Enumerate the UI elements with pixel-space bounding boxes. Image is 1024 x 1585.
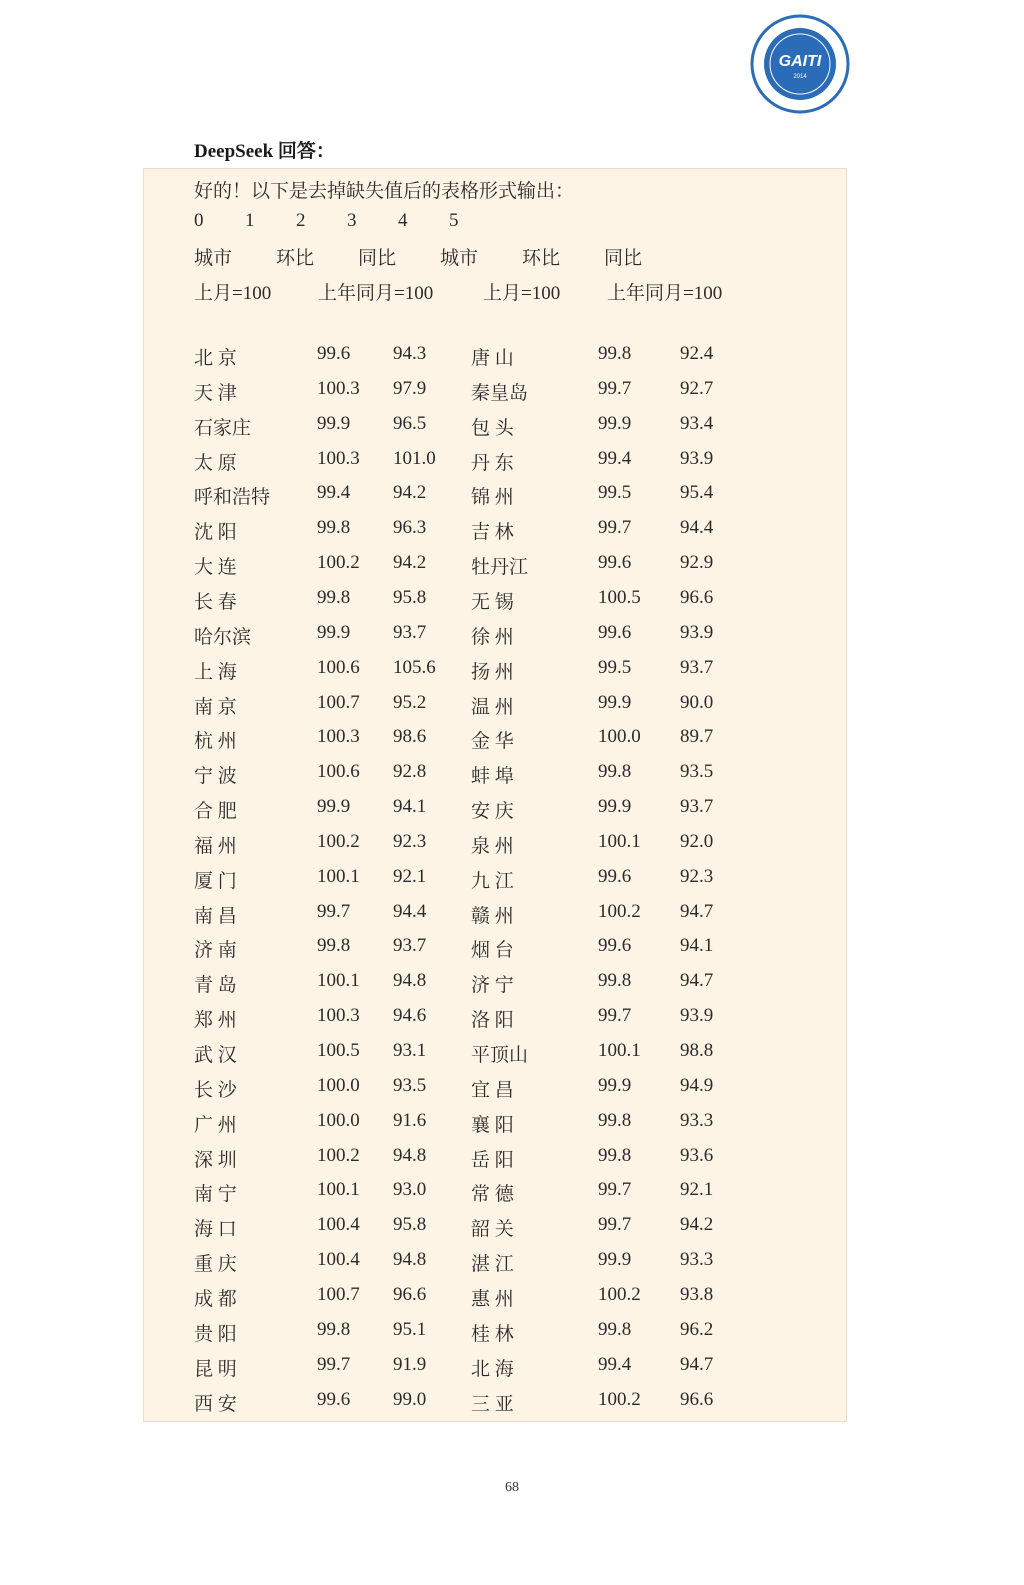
yoy-value: 93.7	[393, 935, 427, 956]
mom-value: 100.3	[317, 448, 360, 469]
mom-value: 100.7	[317, 692, 360, 713]
yoy-value: 93.5	[393, 1075, 427, 1096]
column-subheader: 上月=100	[483, 283, 561, 304]
mom-value: 99.4	[317, 482, 351, 503]
mom-value: 100.1	[317, 970, 360, 991]
mom-value: 99.9	[598, 413, 632, 434]
mom-value: 99.6	[598, 622, 632, 643]
mom-value: 99.8	[317, 935, 351, 956]
yoy-value: 105.6	[393, 657, 436, 678]
city-name: 唐 山	[471, 348, 514, 369]
city-name: 赣 州	[471, 906, 514, 927]
city-name: 长 沙	[194, 1080, 237, 1101]
mom-value: 99.9	[598, 692, 632, 713]
yoy-value: 96.3	[393, 517, 427, 538]
mom-value: 100.2	[598, 1389, 641, 1410]
city-name: 烟 台	[471, 940, 514, 961]
mom-value: 100.0	[317, 1110, 360, 1131]
city-name: 南 昌	[194, 906, 237, 927]
yoy-value: 96.2	[680, 1319, 714, 1340]
city-name: 西 安	[194, 1394, 237, 1415]
mom-value: 100.2	[317, 831, 360, 852]
page-number: 68	[505, 1480, 519, 1495]
mom-value: 100.2	[317, 1145, 360, 1166]
yoy-value: 93.5	[680, 761, 714, 782]
mom-value: 100.6	[317, 761, 360, 782]
yoy-value: 92.7	[680, 378, 714, 399]
city-name: 贵 阳	[194, 1324, 237, 1345]
city-name: 天 津	[194, 383, 237, 404]
yoy-value: 95.4	[680, 482, 714, 503]
logo-text: GAITI	[778, 53, 822, 70]
mom-value: 100.1	[317, 1179, 360, 1200]
city-name: 秦皇岛	[471, 383, 529, 404]
yoy-value: 98.8	[680, 1040, 714, 1061]
city-name: 大 连	[194, 557, 237, 578]
city-name: 太 原	[194, 453, 237, 474]
yoy-value: 92.3	[680, 866, 714, 887]
city-name: 安 庆	[471, 801, 514, 822]
yoy-value: 93.9	[680, 448, 714, 469]
yoy-value: 93.7	[680, 657, 714, 678]
yoy-value: 93.7	[680, 796, 714, 817]
column-header: 同比	[358, 248, 397, 269]
city-name: 包 头	[471, 418, 514, 439]
yoy-value: 96.6	[393, 1284, 427, 1305]
yoy-value: 91.6	[393, 1110, 427, 1131]
yoy-value: 97.9	[393, 378, 427, 399]
city-name: 合 肥	[194, 801, 237, 822]
yoy-value: 94.7	[680, 970, 714, 991]
city-name: 南 京	[194, 697, 237, 718]
yoy-value: 91.9	[393, 1354, 427, 1375]
column-index: 0	[194, 210, 204, 231]
yoy-value: 93.4	[680, 413, 714, 434]
yoy-value: 94.2	[680, 1214, 714, 1235]
city-name: 锦 州	[471, 487, 514, 508]
mom-value: 99.9	[598, 1075, 632, 1096]
column-header: 城市	[194, 248, 233, 269]
mom-value: 99.8	[598, 761, 632, 782]
mom-value: 99.9	[317, 796, 351, 817]
yoy-value: 93.3	[680, 1110, 714, 1131]
yoy-value: 94.9	[680, 1075, 714, 1096]
city-name: 呼和浩特	[194, 487, 271, 508]
yoy-value: 94.4	[680, 517, 714, 538]
city-name: 石家庄	[194, 418, 252, 439]
mom-value: 99.6	[317, 1389, 351, 1410]
yoy-value: 94.1	[393, 796, 427, 817]
yoy-value: 98.6	[393, 726, 427, 747]
city-name: 武 汉	[194, 1045, 237, 1066]
yoy-value: 94.8	[393, 1249, 427, 1270]
city-name: 郑 州	[194, 1010, 237, 1031]
yoy-value: 94.7	[680, 1354, 714, 1375]
city-name: 襄 阳	[471, 1115, 514, 1136]
mom-value: 100.5	[598, 587, 641, 608]
mom-value: 99.8	[598, 970, 632, 991]
city-name: 沈 阳	[194, 522, 237, 543]
mom-value: 100.3	[317, 378, 360, 399]
yoy-value: 93.0	[393, 1179, 427, 1200]
city-name: 湛 江	[471, 1254, 514, 1275]
yoy-value: 93.3	[680, 1249, 714, 1270]
yoy-value: 95.8	[393, 587, 427, 608]
city-name: 常 德	[471, 1184, 514, 1205]
mom-value: 99.8	[317, 587, 351, 608]
city-name: 牡丹江	[471, 557, 529, 578]
mom-value: 100.3	[317, 726, 360, 747]
mom-value: 99.5	[598, 657, 632, 678]
mom-value: 100.2	[317, 552, 360, 573]
yoy-value: 94.6	[393, 1005, 427, 1026]
mom-value: 100.2	[598, 901, 641, 922]
city-name: 宜 昌	[471, 1080, 514, 1101]
yoy-value: 92.1	[680, 1179, 714, 1200]
mom-value: 99.8	[598, 1145, 632, 1166]
mom-value: 99.6	[598, 866, 632, 887]
mom-value: 100.1	[598, 831, 641, 852]
mom-value: 99.7	[598, 517, 632, 538]
city-name: 丹 东	[471, 453, 514, 474]
yoy-value: 93.9	[680, 1005, 714, 1026]
city-name: 海 口	[194, 1219, 237, 1240]
mom-value: 100.0	[598, 726, 641, 747]
mom-value: 99.7	[598, 378, 632, 399]
yoy-value: 93.1	[393, 1040, 427, 1061]
yoy-value: 94.2	[393, 552, 427, 573]
mom-value: 100.0	[317, 1075, 360, 1096]
yoy-value: 94.8	[393, 1145, 427, 1166]
yoy-value: 92.1	[393, 866, 427, 887]
column-header: 城市	[440, 248, 479, 269]
city-name: 扬 州	[471, 662, 514, 683]
mom-value: 99.7	[598, 1214, 632, 1235]
mom-value: 100.1	[317, 866, 360, 887]
city-name: 济 宁	[471, 975, 514, 996]
yoy-value: 94.1	[680, 935, 714, 956]
mom-value: 100.5	[317, 1040, 360, 1061]
mom-value: 99.8	[598, 343, 632, 364]
city-name: 徐 州	[471, 627, 514, 648]
city-name: 温 州	[471, 697, 514, 718]
mom-value: 100.4	[317, 1249, 360, 1270]
mom-value: 99.6	[598, 552, 632, 573]
yoy-value: 94.8	[393, 970, 427, 991]
mom-value: 99.7	[598, 1179, 632, 1200]
logo-year: 2014	[793, 74, 807, 80]
mom-value: 99.9	[598, 796, 632, 817]
yoy-value: 93.8	[680, 1284, 714, 1305]
city-name: 蚌 埠	[471, 766, 514, 787]
mom-value: 100.6	[317, 657, 360, 678]
yoy-value: 94.7	[680, 901, 714, 922]
column-subheader: 上月=100	[194, 283, 272, 304]
column-index: 5	[449, 210, 459, 231]
city-name: 三 亚	[471, 1394, 514, 1415]
mom-value: 99.9	[317, 622, 351, 643]
mom-value: 100.7	[317, 1284, 360, 1305]
city-name: 惠 州	[471, 1289, 514, 1310]
intro-text: 好的！以下是去掉缺失值后的表格形式输出：	[194, 181, 575, 202]
column-header: 环比	[276, 248, 315, 269]
city-name: 泉 州	[471, 836, 514, 857]
yoy-value: 90.0	[680, 692, 714, 713]
city-name: 上 海	[194, 662, 237, 683]
mom-value: 99.9	[598, 1249, 632, 1270]
yoy-value: 95.2	[393, 692, 427, 713]
mom-value: 100.3	[317, 1005, 360, 1026]
city-name: 无 锡	[471, 592, 514, 613]
yoy-value: 96.5	[393, 413, 427, 434]
column-header: 同比	[604, 248, 643, 269]
city-name: 金 华	[471, 731, 514, 752]
yoy-value: 101.0	[393, 448, 436, 469]
yoy-value: 92.4	[680, 343, 714, 364]
city-name: 成 都	[194, 1289, 237, 1310]
mom-value: 99.4	[598, 448, 632, 469]
mom-value: 99.4	[598, 1354, 632, 1375]
yoy-value: 95.1	[393, 1319, 427, 1340]
city-name: 岳 阳	[471, 1150, 514, 1171]
city-name: 深 圳	[194, 1150, 237, 1171]
column-index: 2	[296, 210, 306, 231]
yoy-value: 92.0	[680, 831, 714, 852]
city-name: 厦 门	[194, 871, 237, 892]
yoy-value: 93.9	[680, 622, 714, 643]
yoy-value: 94.3	[393, 343, 427, 364]
mom-value: 99.8	[598, 1110, 632, 1131]
city-name: 吉 林	[471, 522, 514, 543]
column-subheader: 上年同月=100	[318, 283, 434, 304]
city-name: 平顶山	[471, 1045, 529, 1066]
yoy-value: 96.6	[680, 1389, 714, 1410]
yoy-value: 92.3	[393, 831, 427, 852]
answer-heading: DeepSeek 回答：	[194, 141, 335, 162]
mom-value: 99.6	[598, 935, 632, 956]
column-index: 3	[347, 210, 357, 231]
city-name: 青 岛	[194, 975, 237, 996]
city-name: 昆 明	[194, 1359, 237, 1380]
city-name: 济 南	[194, 940, 237, 961]
city-name: 重 庆	[194, 1254, 237, 1275]
city-name: 哈尔滨	[194, 627, 252, 648]
city-name: 杭 州	[194, 731, 237, 752]
city-name: 北 海	[471, 1359, 514, 1380]
mom-value: 99.7	[598, 1005, 632, 1026]
city-name: 宁 波	[194, 766, 237, 787]
city-name: 长 春	[194, 592, 237, 613]
city-name: 南 宁	[194, 1184, 237, 1205]
city-name: 福 州	[194, 836, 237, 857]
mom-value: 99.8	[598, 1319, 632, 1340]
yoy-value: 93.6	[680, 1145, 714, 1166]
yoy-value: 94.2	[393, 482, 427, 503]
yoy-value: 99.0	[393, 1389, 427, 1410]
yoy-value: 89.7	[680, 726, 714, 747]
mom-value: 99.6	[317, 343, 351, 364]
yoy-value: 96.6	[680, 587, 714, 608]
yoy-value: 95.8	[393, 1214, 427, 1235]
mom-value: 99.8	[317, 1319, 351, 1340]
city-name: 韶 关	[471, 1219, 514, 1240]
yoy-value: 92.8	[393, 761, 427, 782]
mom-value: 100.1	[598, 1040, 641, 1061]
mom-value: 99.7	[317, 1354, 351, 1375]
mom-value: 99.7	[317, 901, 351, 922]
gaiti-logo	[750, 14, 850, 114]
mom-value: 99.8	[317, 517, 351, 538]
city-name: 广 州	[194, 1115, 237, 1136]
city-name: 洛 阳	[471, 1010, 514, 1031]
mom-value: 99.5	[598, 482, 632, 503]
mom-value: 100.2	[598, 1284, 641, 1305]
column-index: 1	[245, 210, 255, 231]
yoy-value: 93.7	[393, 622, 427, 643]
yoy-value: 94.4	[393, 901, 427, 922]
column-subheader: 上年同月=100	[607, 283, 723, 304]
mom-value: 100.4	[317, 1214, 360, 1235]
city-name: 九 江	[471, 871, 514, 892]
column-header: 环比	[522, 248, 561, 269]
city-name: 桂 林	[471, 1324, 514, 1345]
yoy-value: 92.9	[680, 552, 714, 573]
mom-value: 99.9	[317, 413, 351, 434]
city-name: 北 京	[194, 348, 237, 369]
column-index: 4	[398, 210, 408, 231]
